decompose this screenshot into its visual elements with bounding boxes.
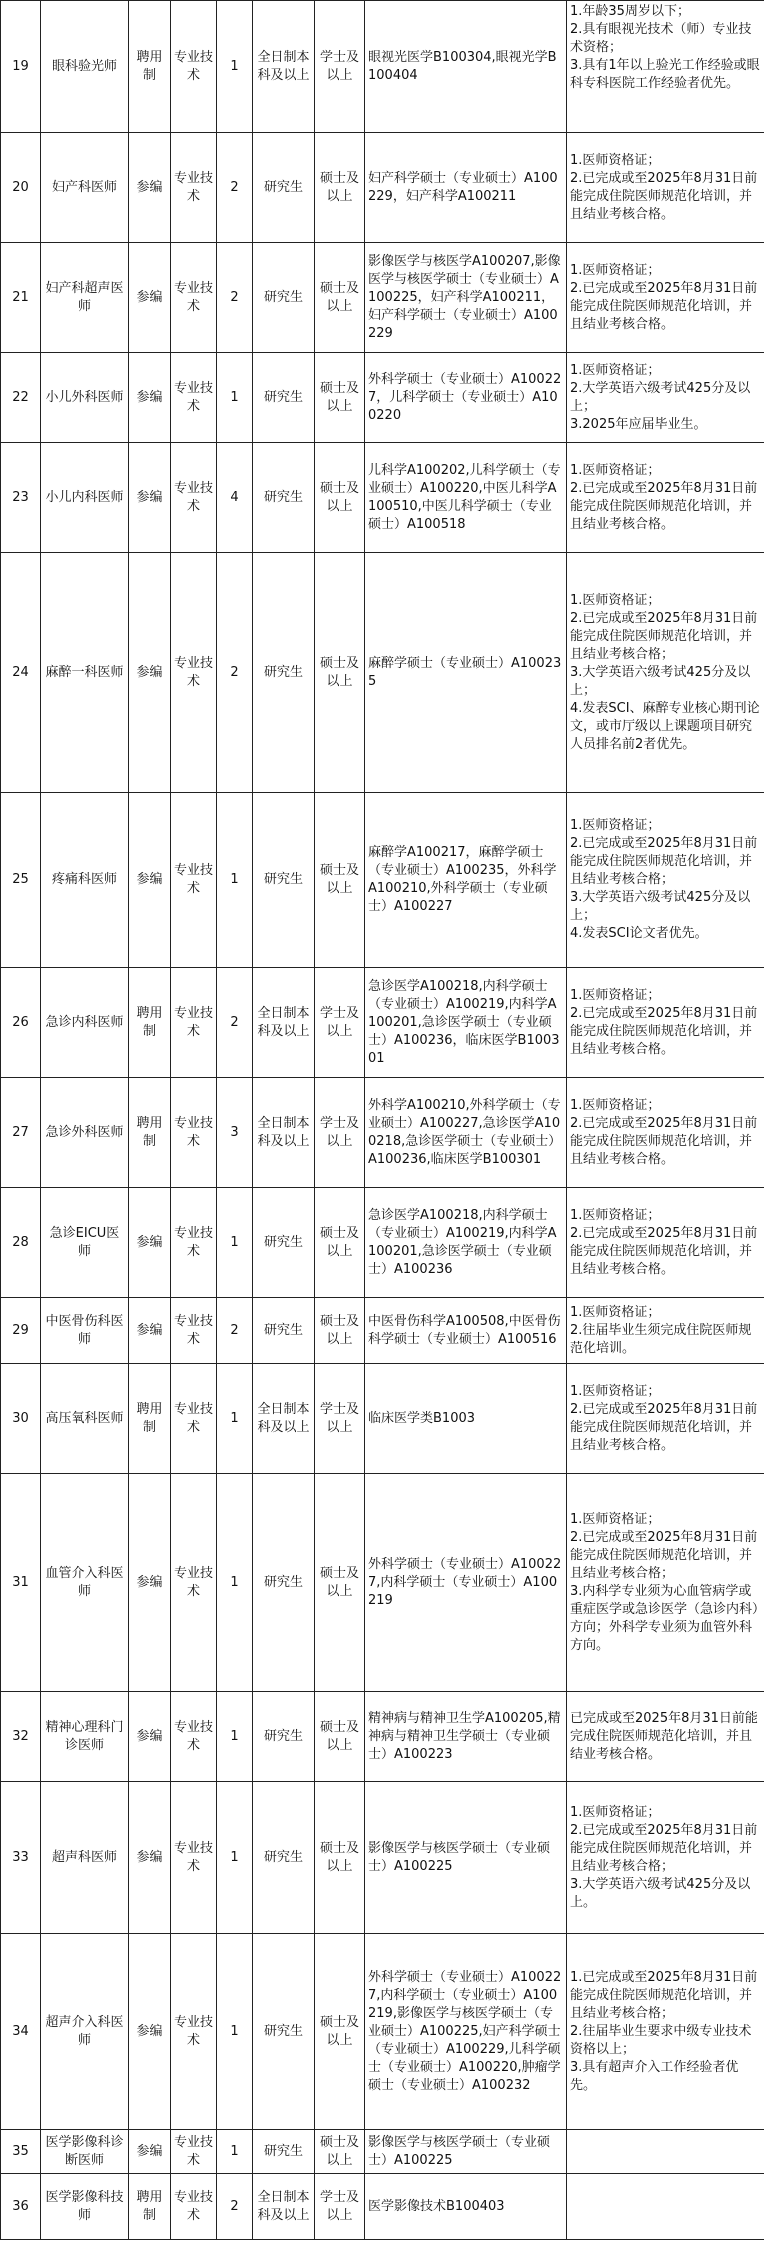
major: 外科学硕士（专业硕士）A100227，儿科学硕士（专业硕士）A100220 <box>365 353 567 443</box>
major: 急诊医学A100218,内科学硕士（专业硕士）A100219,内科学A100201,急诊医学硕士（专业硕士）A100236，临床医学B100301 <box>365 968 567 1078</box>
degree: 硕士及以上 <box>315 553 365 793</box>
education: 全日制本科及以上 <box>253 1364 315 1474</box>
row-number: 22 <box>1 353 41 443</box>
major: 妇产科学硕士（专业硕士）A100229，妇产科学A100211 <box>365 133 567 243</box>
job-category: 专业技术 <box>171 1474 217 1692</box>
job-title: 急诊EICU医师 <box>41 1188 129 1298</box>
job-title: 高压氧科医师 <box>41 1364 129 1474</box>
table-row <box>1 1 764 133</box>
major: 眼视光医学B100304,眼视光学B100404 <box>365 1 567 133</box>
requirements: 1.医师资格证； 2.已完成或至2025年8月31日前能完成住院医师规范化培训，并且结业考核合格； 3.大学英语六级考试425分及以上； 4.发表SCI、麻醉专业核心期刊论文，或市厅级以上课题项目研究人员排名前2者优先。 <box>567 553 764 793</box>
table-row <box>1 1188 764 1298</box>
employment-form: 参编 <box>129 1298 171 1364</box>
job-category: 专业技术 <box>171 553 217 793</box>
major: 影像医学与核医学硕士（专业硕士）A100225 <box>365 1782 567 1934</box>
job-category: 专业技术 <box>171 793 217 968</box>
headcount: 1 <box>217 1782 253 1934</box>
headcount: 2 <box>217 133 253 243</box>
job-title: 超声介入科医师 <box>41 1934 129 2130</box>
major: 外科学硕士（专业硕士）A100227,内科学硕士（专业硕士）A100219,影像医学与核医学硕士（专业硕士）A100225,妇产科学硕士（专业硕士）A100229,儿科学硕士（专业硕士）A100220,肿瘤学硕士（专业硕士）A100232 <box>365 1934 567 2130</box>
job-title: 疼痛科医师 <box>41 793 129 968</box>
requirements: 1.年龄35周岁以下； 2.具有眼视光技术（师）专业技术资格； 3.具有1年以上验光工作经验或眼科专科医院工作经验者优先。 <box>567 1 764 133</box>
education: 研究生 <box>253 243 315 353</box>
requirements: 1.医师资格证； 2.已完成或至2025年8月31日前能完成住院医师规范化培训，并且结业考核合格； 3.内科学专业须为心血管病学或重症医学或急诊医学（急诊内科）方向；外科学专业须为血管外科方向。 <box>567 1474 764 1692</box>
education: 研究生 <box>253 133 315 243</box>
headcount: 2 <box>217 1298 253 1364</box>
row-number: 30 <box>1 1364 41 1474</box>
degree: 硕士及以上 <box>315 1934 365 2130</box>
headcount: 1 <box>217 793 253 968</box>
degree: 硕士及以上 <box>315 443 365 553</box>
job-category: 专业技术 <box>171 1188 217 1298</box>
major: 影像医学与核医学A100207,影像医学与核医学硕士（专业硕士）A100225，妇产科学A100211，妇产科学硕士（专业硕士）A100229 <box>365 243 567 353</box>
row-number: 24 <box>1 553 41 793</box>
requirements: 1.医师资格证； 2.已完成或至2025年8月31日前能完成住院医师规范化培训，并且结业考核合格。 <box>567 243 764 353</box>
employment-form: 参编 <box>129 353 171 443</box>
major: 麻醉学A100217，麻醉学硕士（专业硕士）A100235，外科学A100210,外科学硕士（专业硕士）A100227 <box>365 793 567 968</box>
degree: 硕士及以上 <box>315 133 365 243</box>
job-category: 专业技术 <box>171 2174 217 2240</box>
requirements: 1.医师资格证； 2.已完成或至2025年8月31日前能完成住院医师规范化培训，并且结业考核合格。 <box>567 133 764 243</box>
job-title: 妇产科超声医师 <box>41 243 129 353</box>
table-row <box>1 353 764 443</box>
education: 全日制本科及以上 <box>253 1078 315 1188</box>
headcount: 3 <box>217 1078 253 1188</box>
job-title: 急诊外科医师 <box>41 1078 129 1188</box>
employment-form: 参编 <box>129 1474 171 1692</box>
employment-form: 聘用制 <box>129 1078 171 1188</box>
row-number: 21 <box>1 243 41 353</box>
row-number: 28 <box>1 1188 41 1298</box>
job-category: 专业技术 <box>171 1692 217 1782</box>
major: 麻醉学硕士（专业硕士）A100235 <box>365 553 567 793</box>
employment-form: 参编 <box>129 1692 171 1782</box>
headcount: 1 <box>217 1 253 133</box>
row-number: 19 <box>1 1 41 133</box>
job-category: 专业技术 <box>171 1934 217 2130</box>
table-row <box>1 133 764 243</box>
headcount: 1 <box>217 1692 253 1782</box>
employment-form: 参编 <box>129 793 171 968</box>
job-category: 专业技术 <box>171 243 217 353</box>
employment-form: 参编 <box>129 2130 171 2174</box>
degree: 硕士及以上 <box>315 793 365 968</box>
degree: 硕士及以上 <box>315 2130 365 2174</box>
table-row <box>1 1474 764 1692</box>
job-title: 中医骨伤科医师 <box>41 1298 129 1364</box>
major: 外科学硕士（专业硕士）A100227,内科学硕士（专业硕士）A100219 <box>365 1474 567 1692</box>
job-title: 小儿内科医师 <box>41 443 129 553</box>
job-title: 眼科验光师 <box>41 1 129 133</box>
headcount: 1 <box>217 1364 253 1474</box>
row-number: 29 <box>1 1298 41 1364</box>
job-title: 妇产科医师 <box>41 133 129 243</box>
requirements: 1.已完成或至2025年8月31日前能完成住院医师规范化培训，并且结业考核合格； 2.往届毕业生要求中级专业技术资格以上； 3.具有超声介入工作经验者优先。 <box>567 1934 764 2130</box>
row-number: 35 <box>1 2130 41 2174</box>
job-category: 专业技术 <box>171 1298 217 1364</box>
job-title: 精神心理科门诊医师 <box>41 1692 129 1782</box>
degree: 学士及以上 <box>315 2174 365 2240</box>
table-row <box>1 1782 764 1934</box>
education: 研究生 <box>253 1188 315 1298</box>
job-title: 超声科医师 <box>41 1782 129 1934</box>
job-category: 专业技术 <box>171 443 217 553</box>
row-number: 31 <box>1 1474 41 1692</box>
row-number: 25 <box>1 793 41 968</box>
major: 急诊医学A100218,内科学硕士（专业硕士）A100219,内科学A100201,急诊医学硕士（专业硕士）A100236 <box>365 1188 567 1298</box>
headcount: 2 <box>217 243 253 353</box>
employment-form: 参编 <box>129 1934 171 2130</box>
row-number: 23 <box>1 443 41 553</box>
requirements <box>567 2174 764 2240</box>
employment-form: 参编 <box>129 243 171 353</box>
employment-form: 聘用制 <box>129 1 171 133</box>
degree: 硕士及以上 <box>315 1298 365 1364</box>
job-title: 医学影像科诊断医师 <box>41 2130 129 2174</box>
table-row <box>1 1078 764 1188</box>
row-number: 33 <box>1 1782 41 1934</box>
education: 全日制本科及以上 <box>253 1 315 133</box>
job-title: 血管介入科医师 <box>41 1474 129 1692</box>
employment-form: 聘用制 <box>129 968 171 1078</box>
education: 研究生 <box>253 1782 315 1934</box>
degree: 硕士及以上 <box>315 1782 365 1934</box>
job-category: 专业技术 <box>171 1782 217 1934</box>
table-row <box>1 968 764 1078</box>
degree: 硕士及以上 <box>315 1474 365 1692</box>
requirements: 1.医师资格证； 2.已完成或至2025年8月31日前能完成住院医师规范化培训，并且结业考核合格； 3.大学英语六级考试425分及以上。 <box>567 1782 764 1934</box>
degree: 硕士及以上 <box>315 1692 365 1782</box>
education: 研究生 <box>253 1934 315 2130</box>
major: 中医骨伤科学A100508,中医骨伤科学硕士（专业硕士）A100516 <box>365 1298 567 1364</box>
job-title: 急诊内科医师 <box>41 968 129 1078</box>
degree: 学士及以上 <box>315 1078 365 1188</box>
headcount: 2 <box>217 968 253 1078</box>
table-row <box>1 1692 764 1782</box>
major: 医学影像技术B100403 <box>365 2174 567 2240</box>
employment-form: 参编 <box>129 443 171 553</box>
major: 临床医学类B1003 <box>365 1364 567 1474</box>
requirements: 1.医师资格证； 2.已完成或至2025年8月31日前能完成住院医师规范化培训，并且结业考核合格。 <box>567 1078 764 1188</box>
headcount: 1 <box>217 1188 253 1298</box>
requirements <box>567 2130 764 2174</box>
job-category: 专业技术 <box>171 2130 217 2174</box>
requirements: 1.医师资格证； 2.已完成或至2025年8月31日前能完成住院医师规范化培训，并且结业考核合格。 <box>567 1188 764 1298</box>
education: 研究生 <box>253 553 315 793</box>
job-category: 专业技术 <box>171 133 217 243</box>
degree: 学士及以上 <box>315 968 365 1078</box>
table-row <box>1 793 764 968</box>
job-category: 专业技术 <box>171 968 217 1078</box>
requirements: 1.医师资格证； 2.往届毕业生须完成住院医师规范化培训。 <box>567 1298 764 1364</box>
table-row <box>1 1364 764 1474</box>
row-number: 26 <box>1 968 41 1078</box>
job-title: 麻醉一科医师 <box>41 553 129 793</box>
degree: 学士及以上 <box>315 1 365 133</box>
education: 研究生 <box>253 353 315 443</box>
row-number: 36 <box>1 2174 41 2240</box>
major: 外科学A100210,外科学硕士（专业硕士）A100227,急诊医学A100218,急诊医学硕士（专业硕士）A100236,临床医学B100301 <box>365 1078 567 1188</box>
requirements: 已完成或至2025年8月31日前能完成住院医师规范化培训，并且结业考核合格。 <box>567 1692 764 1782</box>
education: 研究生 <box>253 793 315 968</box>
requirements: 1.医师资格证； 2.已完成或至2025年8月31日前能完成住院医师规范化培训，并且结业考核合格。 <box>567 968 764 1078</box>
row-number: 32 <box>1 1692 41 1782</box>
headcount: 2 <box>217 553 253 793</box>
job-category: 专业技术 <box>171 1364 217 1474</box>
row-number: 20 <box>1 133 41 243</box>
job-category: 专业技术 <box>171 1 217 133</box>
degree: 硕士及以上 <box>315 243 365 353</box>
employment-form: 聘用制 <box>129 2174 171 2240</box>
education: 全日制本科及以上 <box>253 968 315 1078</box>
job-category: 专业技术 <box>171 353 217 443</box>
row-number: 27 <box>1 1078 41 1188</box>
headcount: 4 <box>217 443 253 553</box>
job-title: 医学影像科技师 <box>41 2174 129 2240</box>
headcount: 1 <box>217 1934 253 2130</box>
requirements: 1.医师资格证； 2.已完成或至2025年8月31日前能完成住院医师规范化培训，并且结业考核合格。 <box>567 1364 764 1474</box>
headcount: 1 <box>217 1474 253 1692</box>
degree: 学士及以上 <box>315 1364 365 1474</box>
education: 研究生 <box>253 1692 315 1782</box>
education: 研究生 <box>253 443 315 553</box>
job-title: 小儿外科医师 <box>41 353 129 443</box>
table-row <box>1 553 764 793</box>
table-row <box>1 1934 764 2130</box>
employment-form: 参编 <box>129 1188 171 1298</box>
employment-form: 参编 <box>129 133 171 243</box>
major: 儿科学A100202,儿科学硕士（专业硕士）A100220,中医儿科学A100510,中医儿科学硕士（专业硕士）A100518 <box>365 443 567 553</box>
employment-form: 参编 <box>129 1782 171 1934</box>
education: 研究生 <box>253 1474 315 1692</box>
degree: 硕士及以上 <box>315 1188 365 1298</box>
headcount: 2 <box>217 2174 253 2240</box>
table-row <box>1 2130 764 2174</box>
table-row <box>1 243 764 353</box>
requirements: 1.医师资格证； 2.已完成或至2025年8月31日前能完成住院医师规范化培训，并且结业考核合格； 3.大学英语六级考试425分及以上； 4.发表SCI论文者优先。 <box>567 793 764 968</box>
requirements: 1.医师资格证； 2.大学英语六级考试425分及以上； 3.2025年应届毕业生。 <box>567 353 764 443</box>
employment-form: 参编 <box>129 553 171 793</box>
table-row <box>1 1298 764 1364</box>
employment-form: 聘用制 <box>129 1364 171 1474</box>
education: 全日制本科及以上 <box>253 2174 315 2240</box>
row-number: 34 <box>1 1934 41 2130</box>
degree: 硕士及以上 <box>315 353 365 443</box>
headcount: 1 <box>217 353 253 443</box>
major: 影像医学与核医学硕士（专业硕士）A100225 <box>365 2130 567 2174</box>
headcount: 1 <box>217 2130 253 2174</box>
education: 研究生 <box>253 1298 315 1364</box>
education: 研究生 <box>253 2130 315 2174</box>
table-row <box>1 443 764 553</box>
major: 精神病与精神卫生学A100205,精神病与精神卫生学硕士（专业硕士）A100223 <box>365 1692 567 1782</box>
requirements: 1.医师资格证； 2.已完成或至2025年8月31日前能完成住院医师规范化培训，并且结业考核合格。 <box>567 443 764 553</box>
table-row <box>1 2174 764 2240</box>
job-category: 专业技术 <box>171 1078 217 1188</box>
